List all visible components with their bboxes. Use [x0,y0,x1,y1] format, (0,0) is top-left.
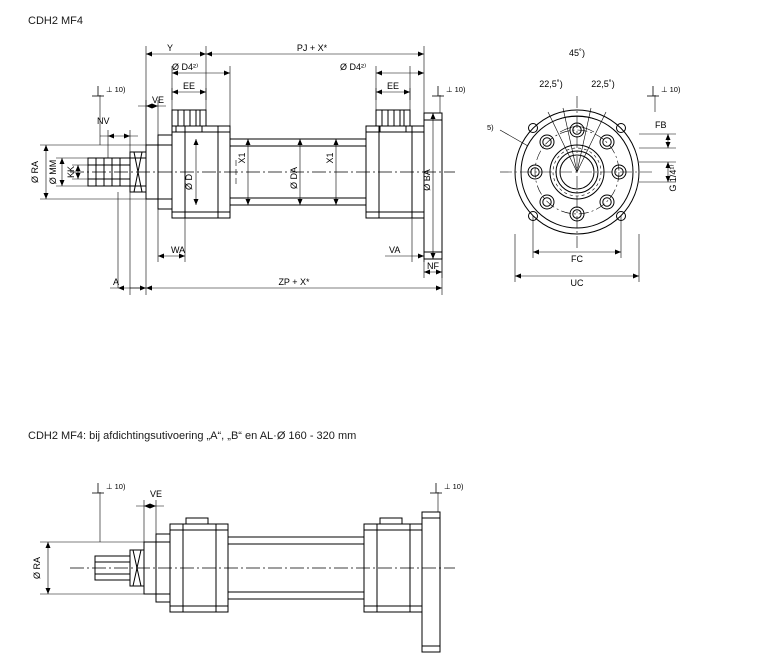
port-boss-left [172,110,206,132]
dimension-lines-top [40,46,442,295]
dim-label-fb: FB [655,120,667,130]
cap-housing-bottom [364,518,422,612]
dim-label-d: Ø D [184,173,194,191]
dim-label-angle-45: 45˚) [568,48,586,58]
dim-label-wa: WA [171,245,186,255]
note-label-5: 5) [487,123,494,132]
dim-label-angle-225-left: 22,5˚) [539,79,563,89]
datum-symbol-top-right [432,86,444,96]
flange-front-view [500,96,655,250]
dim-label-angle-225-right: 22,5˚) [591,79,615,89]
dim-label-kk: KK [66,165,76,179]
datum-label-front: ⊥ 10) [661,85,681,94]
page-title-top: CDH2 MF4 [28,15,84,27]
dim-label-x1-right: X1 [325,152,335,164]
datum-label-bottom-right: ⊥ 10) [444,482,464,491]
port-boss-right [376,110,410,132]
datum-symbol-front [647,86,659,96]
datum-label-top-right: ⊥ 10) [446,85,466,94]
dim-label-va: VA [389,245,401,255]
rear-flange-bottom [422,512,440,652]
dim-label-da: Ø DA [289,166,299,190]
dim-label-zp-x: ZP + X* [278,277,310,287]
dim-label-pj-x: PJ + X* [296,43,328,53]
dim-label-d4-left: Ø D4²⁾ [172,62,199,72]
datum-symbol-bottom-right [430,483,442,493]
dim-label-x1-left: X1 [237,152,247,164]
dim-label-fc: FC [571,254,583,264]
dim-label-ve: VE [152,95,165,105]
datum-symbol-bottom-left [92,483,104,493]
head-housing-bottom [170,518,228,612]
datum-label-top-left: ⊥ 10) [106,85,126,94]
dim-label-nv: NV [97,116,110,126]
dim-label-ee-right: EE [386,81,400,91]
labels-bottom-view [32,482,464,579]
dim-label-nf: NF [427,261,439,271]
dimension-arrows-top [44,52,443,291]
dim-label-mm: Ø MM [48,159,58,185]
dim-label-ee-left: EE [182,81,196,91]
dim-label-y: Y [166,43,174,53]
dim-label-a: A [113,277,120,287]
datum-symbol-top-left [92,86,104,96]
dim-label-ba: Ø BA [422,169,432,191]
dim-label-uc: UC [570,278,584,288]
page-title-bottom: CDH2 MF4: bij afdichtingsutivoering „A“, „B“ en AL·Ø 160 - 320 mm [28,430,357,442]
dimension-lines-bottom [40,492,438,594]
dim-label-d4-right: Ø D4²⁾ [340,62,367,72]
dim-label-ra: Ø RA [30,160,40,184]
datum-label-bottom-left: ⊥ 10) [106,482,126,491]
dim-label-ve-bottom: VE [150,489,163,499]
dim-label-ra-bottom: Ø RA [32,556,42,580]
dim-label-g: G 1/4¹⁾ [668,164,678,192]
